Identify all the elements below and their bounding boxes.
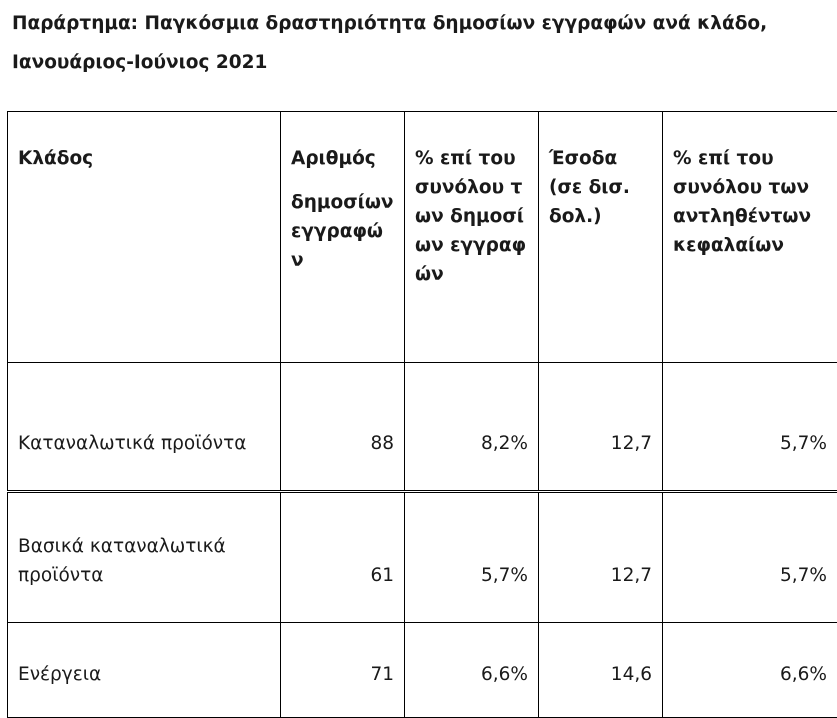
cell-pct-listings: 6,6% — [405, 623, 539, 718]
cell-pct-listings: 8,2% — [405, 363, 539, 492]
header-pct-capital: % επί του συνόλου των αντληθέντων κεφαλαίων — [663, 112, 837, 363]
cell-pct-capital: 6,6% — [663, 623, 837, 718]
cell-proceeds: 12,7 — [539, 363, 663, 492]
cell-sector: Ενέργεια — [8, 623, 281, 718]
table-row — [8, 623, 837, 718]
document-title: Παράρτημα: Παγκόσμια δραστηριότητα δημοσίων εγγραφών ανά κλάδο, Ιανουάριος-Ιούνιος 2021 — [12, 4, 832, 82]
cell-pct-listings: 5,7% — [405, 492, 539, 623]
table-row — [8, 363, 837, 492]
header-gap — [291, 173, 394, 188]
header-count — [281, 112, 405, 363]
sector-ipo-table — [7, 111, 837, 718]
table-row — [8, 492, 837, 623]
cell-proceeds: 12,7 — [539, 492, 663, 623]
cell-pct-capital: 5,7% — [663, 492, 837, 623]
cell-pct-capital: 5,7% — [663, 363, 837, 492]
header-sector: Κλάδος — [8, 112, 281, 363]
cell-proceeds: 14,6 — [539, 623, 663, 718]
table-header-row — [8, 112, 837, 363]
cell-count: 71 — [281, 623, 405, 718]
header-count-line1: Αριθμός — [291, 148, 376, 169]
cell-count: 88 — [281, 363, 405, 492]
cell-sector: Καταναλωτικά προϊόντα — [8, 363, 281, 492]
header-pct-listings: % επί του συνόλου των δημοσίων εγγραφών — [405, 112, 539, 363]
header-count-line2: δημοσίων εγγραφών — [291, 192, 394, 271]
cell-count: 61 — [281, 492, 405, 623]
header-proceeds: Έσοδα (σε δισ. δολ.) — [539, 112, 663, 363]
cell-sector: Βασικά καταναλωτικά προϊόντα — [8, 492, 281, 623]
